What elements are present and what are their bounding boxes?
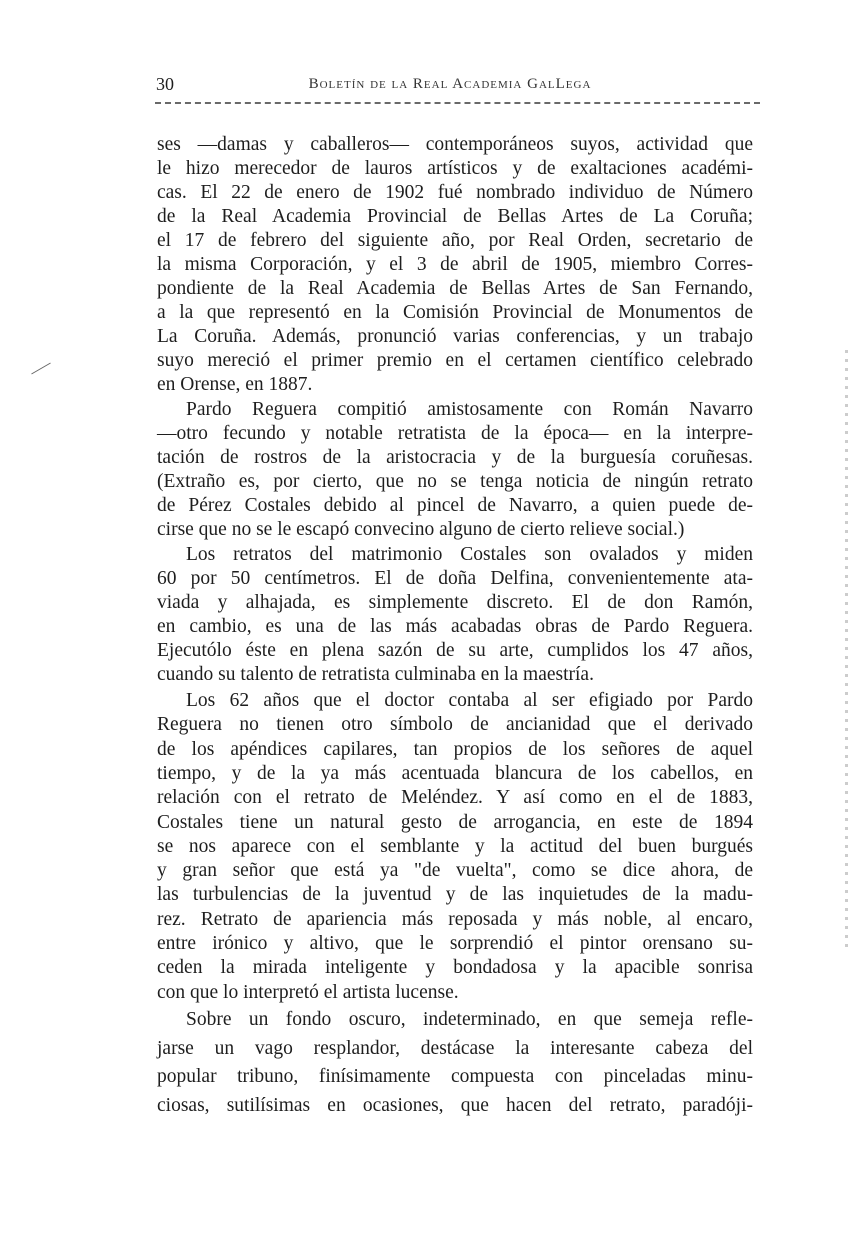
text-line: se nos aparece con el semblante y la actitud del buen burgués: [157, 835, 753, 857]
text-line: Los 62 años que el doctor contaba al ser efigiado por Pardo: [186, 690, 753, 711]
text-line: ciosas, sutilísimas en ocasiones, que hacen del retrato, paradóji-: [157, 1094, 753, 1116]
text-line: relación con el retrato de Meléndez. Y así como en el de 1883,: [157, 787, 753, 809]
text-line: tación de rostros de la aristocracia y de la burguesía coruñesas.: [157, 447, 753, 468]
text-line: cas. El 22 de enero de 1902 fué nombrado individuo de Número: [157, 182, 753, 203]
text-line: en Orense, en 1887.: [157, 374, 313, 395]
text-line: jarse un vago resplandor, destácase la interesante cabeza del: [157, 1037, 753, 1059]
text-line: el 17 de febrero del siguiente año, por Real Orden, secretario de: [157, 230, 753, 251]
text-line: Pardo Reguera compitió amistosamente con Román Navarro: [186, 399, 753, 420]
text-line: de Pérez Costales debido al pincel de Navarro, a quien puede de-: [157, 495, 753, 516]
text-line: popular tribuno, finísimamente compuesta con pinceladas minu-: [157, 1066, 753, 1087]
text-line: a la que representó en la Comisión Provincial de Monumentos de: [157, 302, 753, 323]
text-line: ceden la mirada inteligente y bondadosa y la apacible sonrisa: [157, 957, 753, 979]
text-line: 60 por 50 centímetros. El de doña Delfina, convenientemente ata-: [157, 568, 753, 589]
text-line: Los retratos del matrimonio Costales son ovalados y miden: [186, 544, 753, 565]
text-line: tiempo, y de la ya más acentuada blancura de los cabellos, en: [157, 762, 753, 784]
text-line: en cambio, es una de las más acabadas obras de Pardo Reguera.: [157, 616, 753, 637]
header-rule: [155, 102, 760, 104]
text-line: entre irónico y altivo, que le sorprendió el pintor orensano su-: [157, 933, 753, 954]
text-line: cirse que no se le escapó convecino alguno de cierto relieve social.): [157, 519, 685, 540]
text-line: las turbulencias de la juventud y de las inquietudes de la madu-: [157, 884, 753, 906]
text-line: rez. Retrato de apariencia más reposada y más noble, al encaro,: [157, 908, 753, 930]
text-line: de la Real Academia Provincial de Bellas Artes de La Coruña;: [157, 206, 753, 227]
scan-edge: [845, 350, 848, 950]
text-line: —otro fecundo y notable retratista de la época— en la interpre-: [157, 423, 753, 444]
text-line: Ejecutólo éste en plena sazón de su arte, cumplidos los 47 años,: [157, 640, 753, 661]
text-line: Costales tiene un natural gesto de arrogancia, en este de 1894: [157, 811, 753, 833]
text-line: viada y alhajada, es simplemente discreto. El de don Ramón,: [157, 592, 753, 613]
text-line: de los apéndices capilares, tan propios de los señores de aquel: [157, 738, 753, 760]
text-line: Sobre un fondo oscuro, indeterminado, en que semeja refle-: [186, 1009, 753, 1030]
text-line: pondiente de la Real Academia de Bellas Artes de San Fernando,: [157, 278, 753, 299]
page-number: 30: [156, 74, 174, 94]
text-line: La Coruña. Además, pronunció varias conferencias, y un trabajo: [157, 326, 753, 347]
text-line: ses —damas y caballeros— contemporáneos suyos, actividad que: [157, 134, 753, 155]
text-line: cuando su talento de retratista culminaba en la maestría.: [157, 664, 594, 685]
margin-mark: [31, 363, 51, 375]
text-line: y gran señor que está ya "de vuelta", como se dice ahora, de: [157, 860, 753, 882]
text-line: Reguera no tienen otro símbolo de ancianidad que el derivado: [157, 714, 753, 736]
text-line: la misma Corporación, y el 3 de abril de 1905, miembro Corres-: [157, 254, 753, 275]
text-line: le hizo merecedor de lauros artísticos y de exaltaciones académi-: [157, 158, 753, 179]
text-line: (Extraño es, por cierto, que no se tenga noticia de ningún retrato: [157, 471, 753, 492]
running-header: Boletín de la Real Academia GalLega: [308, 76, 592, 92]
text-line: con que lo interpretó el artista lucense.: [157, 981, 459, 1003]
text-line: suyo mereció el primer premio en el certamen científico celebrado: [157, 350, 753, 371]
